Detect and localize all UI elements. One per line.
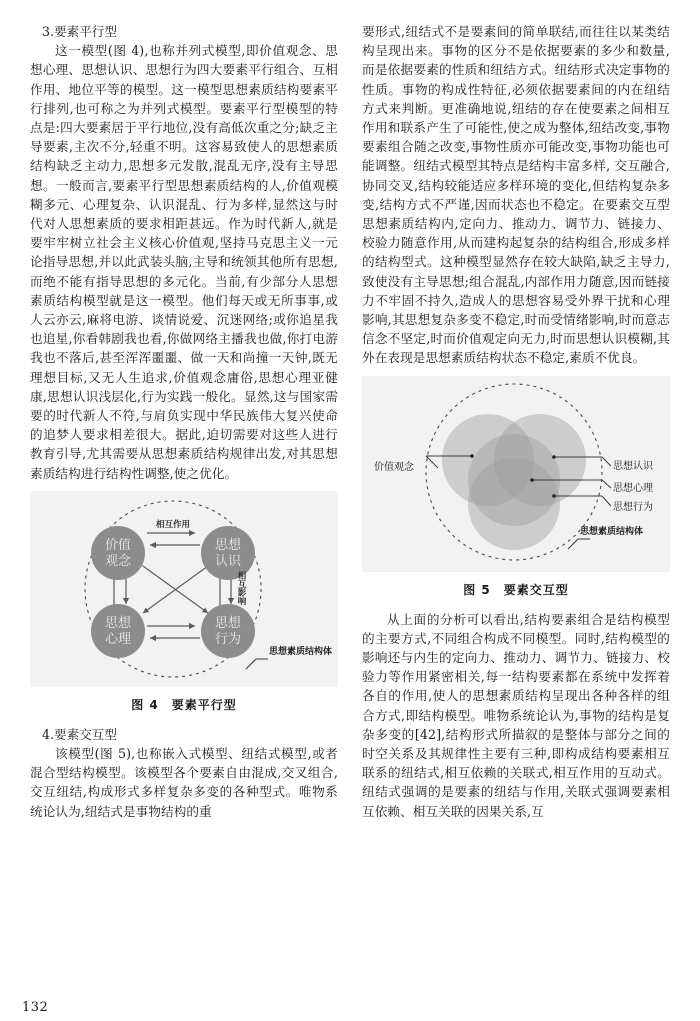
figure-4-svg [30, 491, 338, 687]
figure-5-svg [362, 376, 670, 572]
figure-4-caption: 图 4 要素平行型 [131, 697, 237, 712]
figure-4-edge-label-top: 相互作用 [155, 519, 191, 530]
figure-5-label-cognition: 思想认识 [613, 460, 653, 472]
figure-4-node-value-label-2: 观念 [104, 553, 132, 569]
figure-5 [362, 376, 670, 572]
figure-5-label-value: 价值观念 [374, 461, 414, 473]
figure-4-node-psychology-label-1: 思想 [104, 615, 132, 631]
figure-5-label-psychology: 思想心理 [613, 482, 653, 494]
left-paragraph-2: 该模型(图 5),也称嵌入式模型、纽结式模型,或者混合型结构模型。该模型各个要素自由混成,交叉组合,交互纽结,构成形式多样复杂多变的各种型式。唯物系统论认为,纽结式是事物结构的重 [30, 746, 338, 819]
figure-4-node-behavior [201, 604, 255, 658]
right-paragraph-2: 从上面的分析可以看出,结构要素组合是结构模型的主要方式,不同组合构成不同模型。同时,结构模型的影响还与内生的定向力、推动力、调节力、链接力、校验力等作用紧密相关,每一结构要素都在系统中发挥着各自的作用,使人的思想素质结构呈现出各种各样的组合方式,即结构模型。唯物系统论认为,事物的结构是复杂多变的[42],结构形式所描叙的是整体与部分之间的时空关系及其规律性主要有三种,即构成结构要素相互联系的纽结式,相互依赖的关联式,相互作用的互动式。纽结式强调的是要素的纽结与作用,关联式强调要素相互依赖、相互关联的因果关系,互 [362, 611, 670, 819]
figure-4-node-value-label-1: 价值 [104, 537, 132, 553]
figure-4-node-behavior-label-2: 行为 [214, 631, 242, 647]
figure-4-node-cognition-label-2: 认识 [214, 553, 242, 569]
page-number: 132 [22, 1000, 49, 1015]
right-paragraph-1: 要形式,纽结式不是要素间的简单联结,而往往以某类结构呈现出来。事物的区分不是依据要素的多少和数量,而是依据要素的性质和纽结方式。纽结形式决定事物的性质。事物的构成性特征,必须依据要素间的内在纽结方式来判断。更准确地说,纽结的存在使要素之间相互作用和联系产生了可能性,使之成为整体,纽结改变,事物要素组合随之改变,事物性质亦可能改变,事物功能也可能调整。纽结式模型其特点是结构丰富多样, 交互融合,协同交叉,结构较能适应多样环境的变化,但结构复杂多变,结构方式不严谨,因而状态也不稳定。在要素交互型思想素质结构内,定向力、推动力、调节力、链接力、校验力随意作用,从而建构起复杂的结构组合,形成多样的结构型式。这种模型显然存在较大缺陷,缺乏主导力,致使没有主导思想;组合混乱,内部作用力随意,因而链接力不牢固不持久,造成人的思想容易受外界干扰和心理影响,其思想复杂多变不稳定,时而受情绪影响,时而意志信念不坚定,时而价值观定向无力,时而思想认识模糊,其外在表现是思想素质结构状态不稳定,素质不优良。 [362, 24, 670, 366]
section-heading-3: 3.要素平行型 [42, 24, 117, 39]
figure-4-edge-label-right: 相互影响 [236, 570, 246, 605]
figure-5-caption: 图 5 要素交互型 [463, 582, 569, 597]
figure-5-circle-behavior [468, 458, 560, 550]
left-paragraph-1: 这一模型(图 4),也称并列式模型,即价值观念、思想心理、思想认识、思想行为四大要素平行组合、互相作用、地位平等的模型。这一模型思想素质结构要素平行排列,也可称之为并列式模型。要素平行型模型的特点是:四大要素居于平行地位,没有高低次重之分;缺乏主导要素,主次不分,轻重不明。这容易致使人的思想素质结构缺乏主动力,思想多元发散,混乱无序,没有主导思想。一般而言,要素平行型思想素质结构的人,价值观模糊多元、心理复杂、认识混乱、行为多样,显然这与时代对人思想素质的要求相距甚远。作为时代新人,就是要牢牢树立社会主义核心价值观,坚持马克思主义一元论指导思想,并以此武装头脑,主导和统领其他所有思想,而绝不能有指导思想的多元化。当前,有少部分人思想素质结构模型就是这一模型。他们每天或无所事事,或人云亦云,麻将电游、谈情说爱、沉迷网络;或你追星我也追星,你看韩剧我也看,你做网络主播我也做,你打电游我也不落后,甚至浑浑噩噩、做一天和尚撞一天钟,既无理想目标,又无人生追求,价值观念庸俗,思想心理亚健康,思想认识浅层化,行为实践一般化。显然,这与国家需要的时代新人不符,与肩负实现中华民族伟大复兴使命的追梦人要求相差很大。据此,迫切需要对这些人进行教育引导,尤其需要从思想素质结构规律出发,对其思想素质结构进行结构性调整,使之优化。 [30, 43, 338, 481]
right-column [362, 22, 670, 821]
left-column [30, 22, 338, 821]
figure-5-label-behavior: 思想行为 [613, 501, 653, 513]
figure-4-node-cognition [201, 526, 255, 580]
figure-4 [30, 491, 338, 687]
figure-5-outer-label: 思想素质结构体 [580, 526, 644, 537]
two-column-layout [30, 22, 670, 821]
figure-4-node-psychology-label-2: 心理 [104, 631, 132, 647]
figure-4-node-cognition-label-1: 思想 [214, 537, 242, 553]
figure-4-node-value [91, 526, 145, 580]
figure-4-node-psychology [91, 604, 145, 658]
section-heading-4: 4.要素交互型 [42, 726, 117, 742]
figure-4-outer-label: 思想素质结构体 [269, 646, 333, 657]
figure-4-node-behavior-label-1: 思想 [214, 615, 242, 631]
